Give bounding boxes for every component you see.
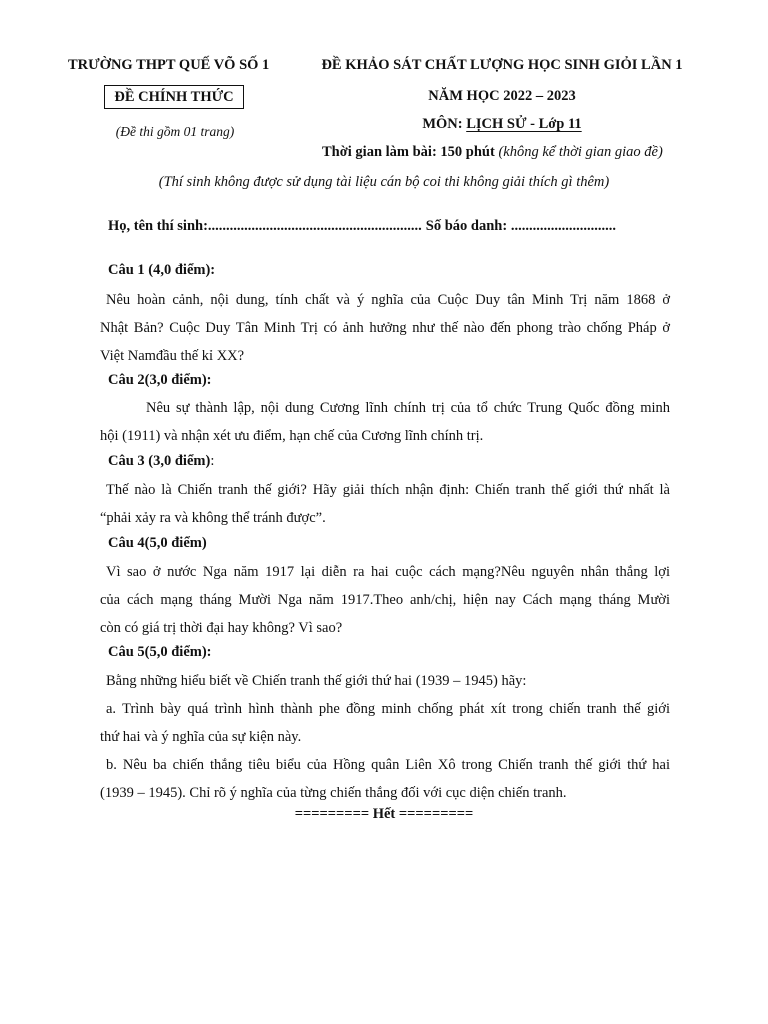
question-4-body <box>100 558 670 642</box>
subject-prefix: MÔN: <box>422 116 467 132</box>
pages-note: (Đề thi gồm 01 trang) <box>115 124 235 139</box>
question-2-title: Câu 2(3,0 điểm): <box>108 372 212 388</box>
question-line: còn có giá trị thời đại hay không? Vì sao? <box>100 620 343 636</box>
subject-name: LỊCH SỬ - Lớp 11 <box>466 116 582 132</box>
question-2-body <box>100 394 670 450</box>
candidate-info <box>108 218 616 235</box>
question-line: Thế nào là Chiến tranh thế giới? Hãy giải thích nhận định: Chiến tranh thế giới thứ nhất là <box>106 482 670 498</box>
question-line: Nhật Bản? Cuộc Duy Tân Minh Trị có ảnh hưởng như thế nào đến phong trào chống Pháp ở <box>100 320 670 336</box>
question-1-body <box>100 286 670 370</box>
question-line: Việt Namđầu thế kỉ XX? <box>100 348 245 364</box>
duration-label: Thời gian làm bài: 150 phút <box>322 144 495 160</box>
candidate-id-field: Số báo danh: ............................. <box>425 218 616 234</box>
duration-note: (không kể thời gian giao đề) <box>494 144 663 160</box>
question-line: của cách mạng tháng Mười Nga năm 1917.Theo anh/chị, hiện nay Cách mạng tháng Mười <box>100 592 670 608</box>
question-line: (1939 – 1945). Chỉ rõ ý nghĩa của từng chiến thắng đối với cục diện chiến tranh. <box>100 785 567 801</box>
school-year: NĂM HỌC 2022 – 2023 <box>428 88 576 104</box>
question-1-title: Câu 1 (4,0 điểm): <box>108 262 216 278</box>
instructions: (Thí sinh không được sử dụng tài liệu cán bộ coi thi không giải thích gì thêm) <box>158 174 610 190</box>
question-line: “phải xảy ra và không thể tránh được”. <box>100 510 326 526</box>
question-5-title: Câu 5(5,0 điểm): <box>108 644 212 660</box>
question-line: Nêu sự thành lập, nội dung Cương lĩnh chính trị của tổ chức Trung Quốc đồng minh <box>146 400 670 416</box>
official-label: ĐỀ CHÍNH THỨC <box>104 85 244 109</box>
question-line: b. Nêu ba chiến thắng tiêu biểu của Hồng quân Liên Xô trong Chiến tranh thế giới thứ hai <box>106 757 670 773</box>
question-line: Nêu hoàn cảnh, nội dung, tính chất và ý nghĩa của Cuộc Duy tân Minh Trị năm 1868 ở <box>106 292 670 308</box>
question-3-title-line <box>108 453 214 470</box>
question-3-body <box>100 476 670 532</box>
question-line: thứ hai và ý nghĩa của sự kiện này. <box>100 729 302 745</box>
candidate-name-field: Họ, tên thí sinh:........................................................... <box>108 218 422 234</box>
question-line: Vì sao ở nước Nga năm 1917 lại diễn ra hai cuộc cách mạng?Nêu nguyên nhân thắng lợi <box>106 564 670 580</box>
school-name: TRƯỜNG THPT QUẾ VÕ SỐ 1 <box>68 57 270 73</box>
exam-title: ĐỀ KHẢO SÁT CHẤT LƯỢNG HỌC SINH GIỎI LẦN 1 <box>321 57 683 73</box>
question-4-title: Câu 4(5,0 điểm) <box>108 535 207 551</box>
duration-line <box>322 144 663 161</box>
question-3-title: Câu 3 (3,0 điểm) <box>108 453 211 469</box>
question-line: Bằng những hiểu biết về Chiến tranh thế giới thứ hai (1939 – 1945) hãy: <box>106 673 527 689</box>
end-mark: ========= Hết ========= <box>294 806 474 822</box>
subject-line <box>360 116 644 133</box>
question-3-title-suffix: : <box>210 453 215 469</box>
question-line: hội (1911) và nhận xét ưu điểm, hạn chế của Cương lĩnh chính trị. <box>100 428 484 444</box>
question-line: a. Trình bày quá trình hình thành phe đồng minh chống phát xít trong chiến tranh thế giới <box>106 701 670 717</box>
question-5-body <box>100 667 670 807</box>
